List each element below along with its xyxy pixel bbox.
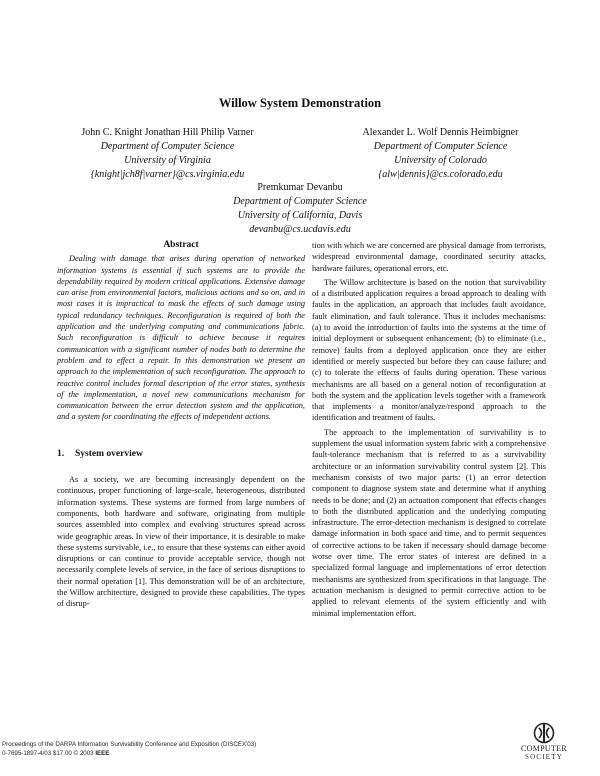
abstract-text: Dealing with damage that arises during operation of networked information systems is essential if such systems are to provide the dependability required by modern critical applications. Extensive damage can arise from environmental factors, malicious actions and so on, and in most cases it is impractical to mask the effects of such damage using typical redundancy techniques. Reconfiguration is required of both the application and the underlying computing and communications fabric. Such reconfiguration is difficult to achieve because it requires communication with a significant number of nodes both to determine the problem and to effect a repair. In this demonstration we present an approach to the implementation of such reconfiguration. The approach to reactive control includes formal description of the error states, synthesis of the implementation, a novel new communications mechanism for communication between the error detection system and the application, and a system for coordinating the effects of independent actions. bbox=[57, 254, 305, 422]
author-department: Department of Computer Science bbox=[100, 141, 235, 152]
author-names: Alexander L. Wolf Dennis Heimbigner bbox=[362, 127, 519, 138]
author-university: University of California, Davis bbox=[237, 210, 363, 221]
computer-society-emblem-icon bbox=[533, 722, 555, 744]
author-department: Department of Computer Science bbox=[373, 141, 508, 152]
footer-copyright bbox=[2, 749, 256, 758]
right-column bbox=[312, 240, 546, 619]
body-paragraph: The approach to the implementation of survivability is to supplement the usual information system fabric with a comprehensive fault-tolerance mechanism that is referred to as a survivability architecture or an information survivability control system [2]. This mechanism consists of two major parts: (1) an error detection component to diagnose system state and determine what if anything needs to be done; and (2) an actuation component that effects changes to both the distributed application and the underlying computing infrastructure. The error-detection mechanism is designed to correlate damage information in both space and time, and to permit sequences of corrective actions to be taken if necessary should damage become worse over time. The error states of interest are defined in a specialized formal language and implementations of error detection mechanisms are synthesized from specifications in that language. The actuation mechanism is designed to permit corrective action to be applied to relevant elements of the system efficiently and with minimal implementation effort. bbox=[312, 427, 546, 618]
author-email: devanbu@cs.ucdavis.edu bbox=[249, 224, 351, 235]
logo-text-society: SOCIETY bbox=[525, 753, 563, 761]
author-names: John C. Knight Jonathan Hill Philip Varner bbox=[81, 127, 254, 138]
abstract bbox=[57, 253, 305, 422]
abstract-heading: Abstract bbox=[163, 240, 199, 250]
logo-text-computer: COMPUTER bbox=[521, 744, 567, 753]
author-block-virginia bbox=[50, 126, 285, 182]
left-column bbox=[57, 240, 305, 610]
section-number: 1. bbox=[57, 448, 65, 459]
author-names: Premkumar Devanbu bbox=[257, 182, 343, 193]
body-paragraph: The Willow architecture is based on the notion that survivability of a distributed application requires a broad approach to dealing with faults in the application, an approach that includes fault avoidance, fault elimination, and fault tolerance. Thus it includes mechanisms: (a) to avoid the introduction of faults into the systems at the time of initial deployment or subsequent enhancement; (b) to eliminate (i.e., remove) faults from a deployed application once they are either identified or merely suspected but before they can cause failure; and (c) to tolerate the effects of faults during operation. These various mechanisms are all based on a general notion of reconfiguration at both the system and the application levels together with a framework that implements a monitor/analyze/respond approach to the identification and treatment of faults. bbox=[312, 277, 546, 423]
body-paragraph: tion with which we are concerned are physical damage from terrorists, widespread environmental damage, coordinated security attacks, hardware failures, operational errors, etc. bbox=[312, 241, 546, 273]
section-heading bbox=[57, 449, 305, 460]
section-title: System overview bbox=[75, 448, 143, 459]
author-block-colorado bbox=[318, 126, 563, 182]
author-university: University of Virginia bbox=[124, 155, 211, 166]
author-email: {knight|jch8f|varner}@cs.virginia.edu bbox=[90, 169, 245, 180]
footer-proceedings: Proceedings of the DARPA Information Survivability Conference and Exposition (DISCEX'03) bbox=[2, 741, 257, 748]
body-paragraph: As a society, we are becoming increasingly dependent on the continuous, proper functioning of large-scale, heterogeneous, distributed information systems. These systems are formed from large numbers of components, both hardware and software, originating from multiple sources assembled into complex and evolving structures spread across wide geographic areas. In view of their importance, it is desirable to make these systems survivable, i.e., to ensure that these systems can either avoid disruptions or can continue to provide acceptable service, though not necessarily complete levels of service, in the face of serious disruptions to their normal operation [1]. This demonstration will be of an architecture, the Willow architecture, designed to provide these capabilities. The types of disrup- bbox=[57, 475, 305, 609]
page-footer bbox=[2, 740, 256, 758]
footer-ieee: IEEE bbox=[95, 750, 110, 757]
author-email: {alw|dennis}@cs.colorado.edu bbox=[378, 169, 503, 180]
paper-title: Willow System Demonstration bbox=[218, 96, 382, 110]
author-block-davis bbox=[150, 181, 450, 237]
author-department: Department of Computer Science bbox=[233, 196, 367, 207]
author-university: University of Colorado bbox=[394, 155, 487, 166]
computer-society-logo bbox=[514, 722, 574, 770]
footer-isbn: 0-7695-1897-4/03 $17.00 © 2003 bbox=[2, 750, 96, 757]
